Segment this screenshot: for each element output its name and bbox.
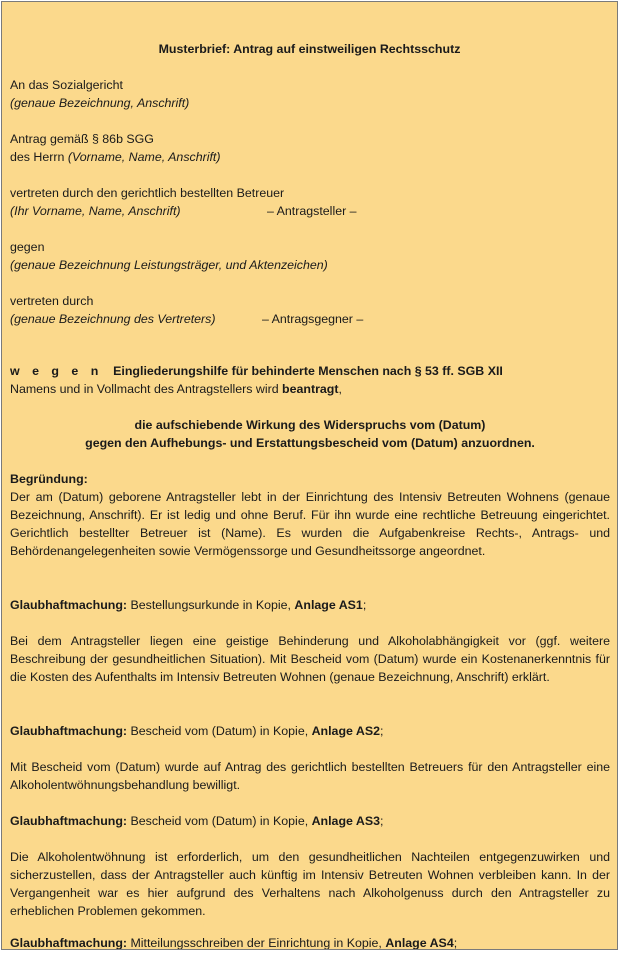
reasons-paragraph-1: Der am (Datum) geborene Antragsteller lebt in der Einrichtung des Intensiv Betreuten Wohnens (genaue Bezeichnung, Anschrift). Er ist ledig und ohne Beruf. Für ihn wurde eine rechtliche Betreuung eingerichtet. Gerichtlich bestellter Betreuer ist (Name). Es wurden die Aufgabenkreise Rechts-, Antrags- und Behördenangelegenheiten sowie Vermögenssorge und Gesundheitssorge angeordnet.: [10, 490, 610, 558]
proof-1: Glaubhaftmachung: Bestellungsurkunde in Kopie, Anlage AS1;: [10, 598, 367, 612]
proof-2: Glaubhaftmachung: Bescheid vom (Datum) in Kopie, Anlage AS2;: [10, 724, 384, 738]
reasons-heading: Begründung:: [10, 472, 88, 486]
representative-block: [10, 184, 610, 220]
proof-4: Glaubhaftmachung: Mitteilungsschreiben der Einrichtung in Kopie, Anlage AS4;: [10, 936, 458, 950]
addressee-block: [10, 76, 610, 112]
opponent-role-label: – Antragsgegner –: [262, 312, 364, 326]
addressee-details: (genaue Bezeichnung, Anschrift): [10, 96, 190, 110]
reasons-paragraph-2: Bei dem Antragsteller liegen eine geistige Behinderung und Alkoholabhängigkeit vor (ggf. weitere Beschreibung der gesundheitlichen Situation). Mit Bescheid vom (Datum) wurde ein Kostenanerkenntnis für die Kosten des Aufenthalts im Intensiv Betreuten Wohnen (genaue Bezeichnung, Anschrift) erklärt.: [10, 634, 610, 684]
request-basis: Antrag gemäß § 86b SGG: [10, 132, 154, 146]
proof-3: Glaubhaftmachung: Bescheid vom (Datum) in Kopie, Anlage AS3;: [10, 814, 384, 828]
opponent-rep-intro: vertreten durch: [10, 294, 94, 308]
request-block: [10, 130, 610, 166]
addressee-court: An das Sozialgericht: [10, 78, 123, 92]
reasons-block: [10, 470, 610, 560]
motion-line-1: die aufschiebende Wirkung des Widerspruchs vom (Datum): [134, 418, 486, 432]
reasons-paragraph-3: Mit Bescheid vom (Datum) wurde auf Antrag des gerichtlich bestellten Betreuers für den Antragsteller eine Alkoholentwöhnungsbehandlung bewilligt.: [10, 760, 610, 792]
opponent-rep-details: (genaue Bezeichnung des Vertreters) – Antragsgegner –: [10, 312, 364, 326]
subject-block: [10, 362, 610, 398]
against-block: [10, 238, 610, 274]
motion-block: [10, 416, 610, 452]
representative-details: (Ihr Vorname, Name, Anschrift) – Antragsteller –: [10, 204, 357, 218]
reasons-paragraph-4: Die Alkoholentwöhnung ist erforderlich, um den gesundheitlichen Nachteilen entgegenzuwirken und sicherzustellen, dass der Antragsteller auch künftig im Intensiv Betreuten Wohnen verbleiben kann. In der Vergangenheit war es hier aufgrund des Verhaltens nach Alkoholgenuss durch den Antragsteller zu erheblichen Problemen gekommen.: [10, 850, 610, 918]
applicant-role-label: – Antragsteller –: [267, 204, 357, 218]
against-details: (genaue Bezeichnung Leistungsträger, und Aktenzeichen): [10, 258, 328, 272]
representative-intro: vertreten durch den gerichtlich bestellten Betreuer: [10, 186, 285, 200]
document-title: Musterbrief: Antrag auf einstweiligen Rechtsschutz: [158, 42, 461, 56]
opponent-representative-block: [10, 292, 610, 328]
letter-document: [1, 1, 618, 950]
subject-line: w e g e n Eingliederungshilfe für behinderte Menschen nach § 53 ff. SGB XII: [10, 364, 503, 378]
motion-line-2: gegen den Aufhebungs- und Erstattungsbescheid vom (Datum) anzuordnen.: [85, 436, 535, 450]
request-applicant: des Herrn (Vorname, Name, Anschrift): [10, 150, 221, 164]
application-statement: Namens und in Vollmacht des Antragstellers wird beantragt,: [10, 382, 342, 396]
against-label: gegen: [10, 240, 45, 254]
